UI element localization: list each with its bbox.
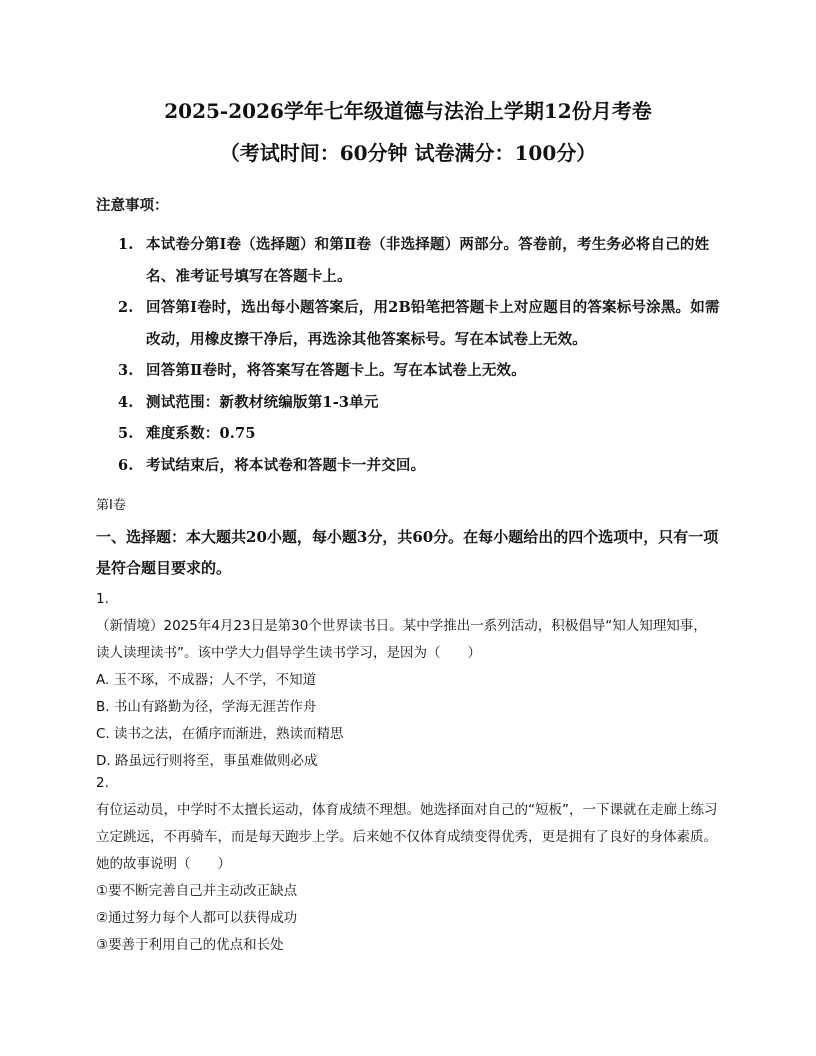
notice-item <box>96 292 720 355</box>
notice-heading: 注意事项： <box>96 197 169 214</box>
notice-item-text: 本试卷分第Ⅰ卷（选择题）和第Ⅱ卷（非选择题）两部分。答卷前，考生务必将自己的姓名、准考证号填写在答题卡上。 <box>146 236 710 285</box>
part-one-heading: 一、选择题：本大题共20小题，每小题3分，共60分。在每小题给出的四个选项中，只有一项是符合题目要求的。 <box>96 528 719 577</box>
notice-item-text: 测试范围：新教材统编版第1-3单元 <box>146 393 379 411</box>
notice-item-number: 2. <box>118 299 134 316</box>
question-2 <box>96 770 720 959</box>
statement-1: ①要不断完善自己并主动改正缺点 <box>96 883 298 899</box>
notice-item-number: 4. <box>118 393 134 411</box>
notice-item-number: 3. <box>118 362 134 379</box>
notice-item <box>96 229 720 292</box>
exam-subtitle: （考试时间：60分钟 试卷满分：100分） <box>219 141 597 165</box>
question-stem: 有位运动员，中学时不太擅长运动，体育成绩不理想。她选择面对自己的“短板”，一下课就在走廊上练习立定跳远，不再骑车，而是每天跑步上学。后来她不仅体育成绩变得优秀，更是拥有了良好的身体素质。她的故事说明（ ） <box>96 802 718 872</box>
notice-item <box>96 450 720 482</box>
notice-item-number: 6. <box>118 456 134 474</box>
notice-item <box>96 387 720 419</box>
notice-item-text: 考试结束后，将本试卷和答题卡一并交回。 <box>146 456 426 474</box>
option-a: A. 玉不琢，不成器；人不学，不知道 <box>96 672 317 688</box>
notice-item-text: 难度系数：0.75 <box>146 425 256 442</box>
notice-list <box>96 229 720 481</box>
question-1 <box>96 586 720 775</box>
exam-title: 2025-2026学年七年级道德与法治上学期12份月考卷 <box>164 99 652 123</box>
question-number: 2. <box>96 775 109 791</box>
notice-item <box>96 418 720 450</box>
notice-item-text: 回答第Ⅰ卷时，选出每小题答案后，用2B铅笔把答题卡上对应题目的答案标号涂黑。如需改动，用橡皮擦干净后，再选涂其他答案标号。写在本试卷上无效。 <box>146 299 720 348</box>
question-number: 1. <box>96 591 109 607</box>
option-d: D. 路虽远行则将至，事虽难做则必成 <box>96 753 318 769</box>
statement-3: ③要善于利用自己的优点和长处 <box>96 937 284 953</box>
option-c: C. 读书之法，在循序而渐进，熟读而精思 <box>96 726 344 742</box>
option-b: B. 书山有路勤为径，学海无涯苦作舟 <box>96 699 317 715</box>
notice-item-number: 1. <box>118 236 134 253</box>
statement-2: ②通过努力每个人都可以获得成功 <box>96 910 298 926</box>
section-label: 第Ⅰ卷 <box>96 498 126 513</box>
notice-item-number: 5. <box>118 425 134 442</box>
notice-item-text: 回答第Ⅱ卷时，将答案写在答题卡上。写在本试卷上无效。 <box>146 362 526 379</box>
question-stem: （新情境）2025年4月23日是第30个世界读书日。某中学推出一系列活动，积极倡导“知人知理知事，读人读理读书”。该中学大力倡导学生读书学习，是因为（ ） <box>96 618 707 661</box>
notice-item <box>96 355 720 387</box>
